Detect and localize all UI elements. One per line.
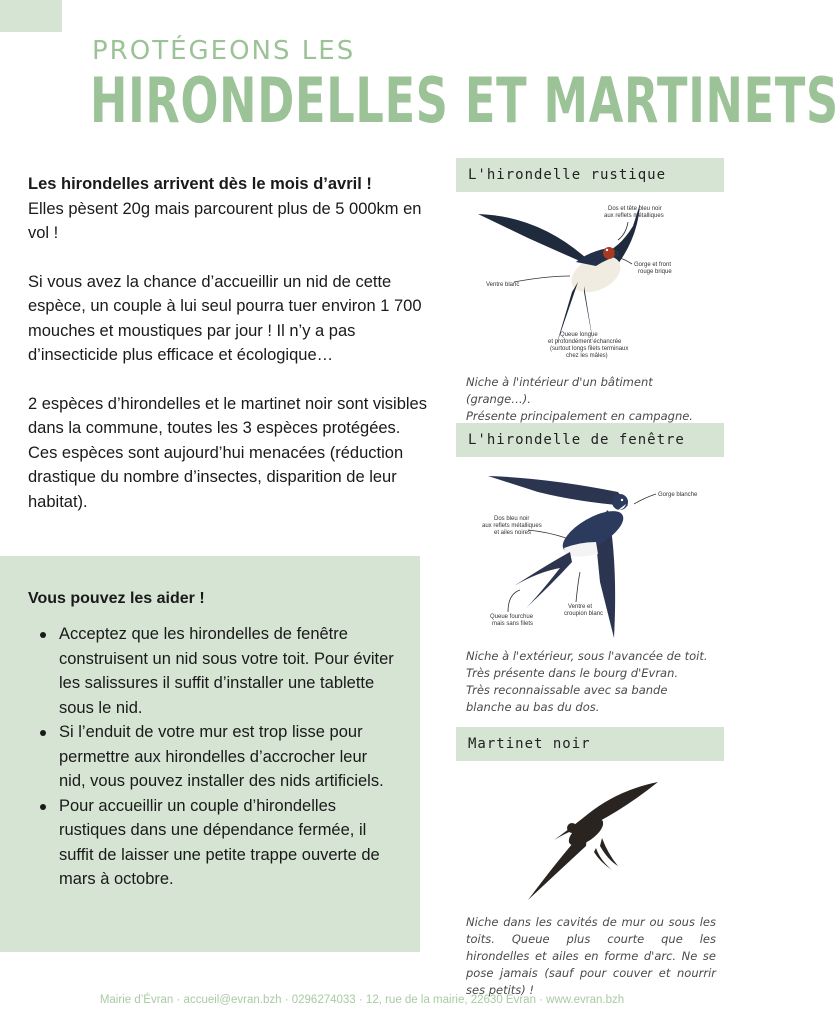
annotation: aux reflets métalliques <box>604 213 664 219</box>
help-box <box>0 556 420 952</box>
footer-contact: Mairie d’Évran · accueil@evran.bzh · 0296274033 · 12, rue de la mairie, 22630 Evran · www.evran.bzh <box>99 994 625 1006</box>
caption-line: Niche à l'extérieur, sous l'avancée de toit. <box>466 649 708 663</box>
help-title: Vous pouvez les aider ! <box>28 590 205 607</box>
caption-martinet <box>466 914 716 999</box>
help-item: Si l’enduit de votre mur est trop lisse pour permettre aux hirondelles d’accrocher leur nid, vous pouvez installer des nids artificiels. <box>28 720 398 794</box>
caption-fenetre <box>466 648 716 716</box>
intro-text <box>28 172 428 538</box>
intro-paragraph-3: 2 espèces d’hirondelles et le martinet noir sont visibles dans la commune, toutes les 3 espèces protégées. Ces espèces sont aujourd’hui menacées (réduction drastique du nombre d’insectes, disparition de leur habitat). <box>28 394 427 511</box>
annotation: et ailes noires <box>494 530 532 536</box>
annotation: Gorge et front <box>634 262 672 268</box>
annotation: Queue fourchue <box>490 614 534 620</box>
annotation: rouge brique <box>638 269 672 275</box>
species-header-martinet: Martinet noir <box>456 727 724 761</box>
intro-paragraph-2: Si vous avez la chance d’accueillir un nid de cette espèce, un couple à lui seul pourra tuer environ 1 700 mouches et moustiques par jour ! Il n’y a pas d’insecticide plus efficace et écologique… <box>28 272 422 364</box>
intro-lead-rest: Elles pèsent 20g mais parcourent plus de 5 000km en vol ! <box>28 199 422 242</box>
caption-line: Très reconnaissable avec sa bande blanche au bas du dos. <box>466 683 668 714</box>
species-header-rustique: L'hirondelle rustique <box>456 158 724 192</box>
page-title: HIRONDELLES ET MARTINETS <box>90 64 839 137</box>
annotation: chez les mâles) <box>566 353 608 359</box>
intro-lead <box>28 172 428 246</box>
caption-rustique <box>466 374 716 425</box>
annotation: (surtout longs filets terminaux <box>550 346 629 352</box>
help-item: Pour accueillir un couple d’hirondelles rustiques dans une dépendance fermée, il suffit de laisser une petite trappe ouverte de mars à octobre. <box>28 794 398 892</box>
caption-line: Niche à l'intérieur d'un bâtiment (grange…). <box>466 375 653 406</box>
barn-swallow-icon <box>468 196 718 366</box>
annotation: mais sans filets <box>492 621 534 627</box>
common-swift-illustration <box>468 770 718 905</box>
caption-line: Présente principalement en campagne. <box>466 409 693 423</box>
annotation: et profondément échancrée <box>548 339 622 345</box>
annotation: aux reflets métalliques <box>482 523 542 529</box>
species-header-fenetre: L'hirondelle de fenêtre <box>456 423 724 457</box>
corner-decoration <box>0 0 62 32</box>
help-item: Acceptez que les hirondelles de fenêtre construisent un nid sous votre toit. Pour éviter les salissures il suffit d’installer une tablette sous le nid. <box>28 622 398 720</box>
annotation: Queue longue <box>560 332 598 338</box>
help-list <box>28 622 398 892</box>
annotation: Dos et tête bleu noir <box>608 206 662 212</box>
annotation: Ventre et <box>568 604 593 610</box>
house-martin-illustration <box>468 462 718 640</box>
annotation: Dos bleu noir <box>494 516 530 522</box>
annotation: Ventre blanc <box>486 282 520 288</box>
annotation: Gorge blanche <box>658 492 698 498</box>
barn-swallow-illustration <box>468 196 718 366</box>
house-martin-icon <box>468 462 718 640</box>
caption-line: Niche dans les cavités de mur ou sous les toits. Queue plus courte que les hirondelles et ailes en forme d'arc. Ne se pose jamais (sauf pour couver et nourrir ses petits) ! <box>466 915 716 997</box>
caption-line: Très présente dans le bourg d'Evran. <box>466 666 679 680</box>
common-swift-icon <box>468 770 718 905</box>
page-kicker: PROTÉGEONS LES <box>92 36 356 66</box>
intro-lead-bold: Les hirondelles arrivent dès le mois d’avril ! <box>28 175 372 193</box>
annotation: croupion blanc <box>564 611 604 617</box>
